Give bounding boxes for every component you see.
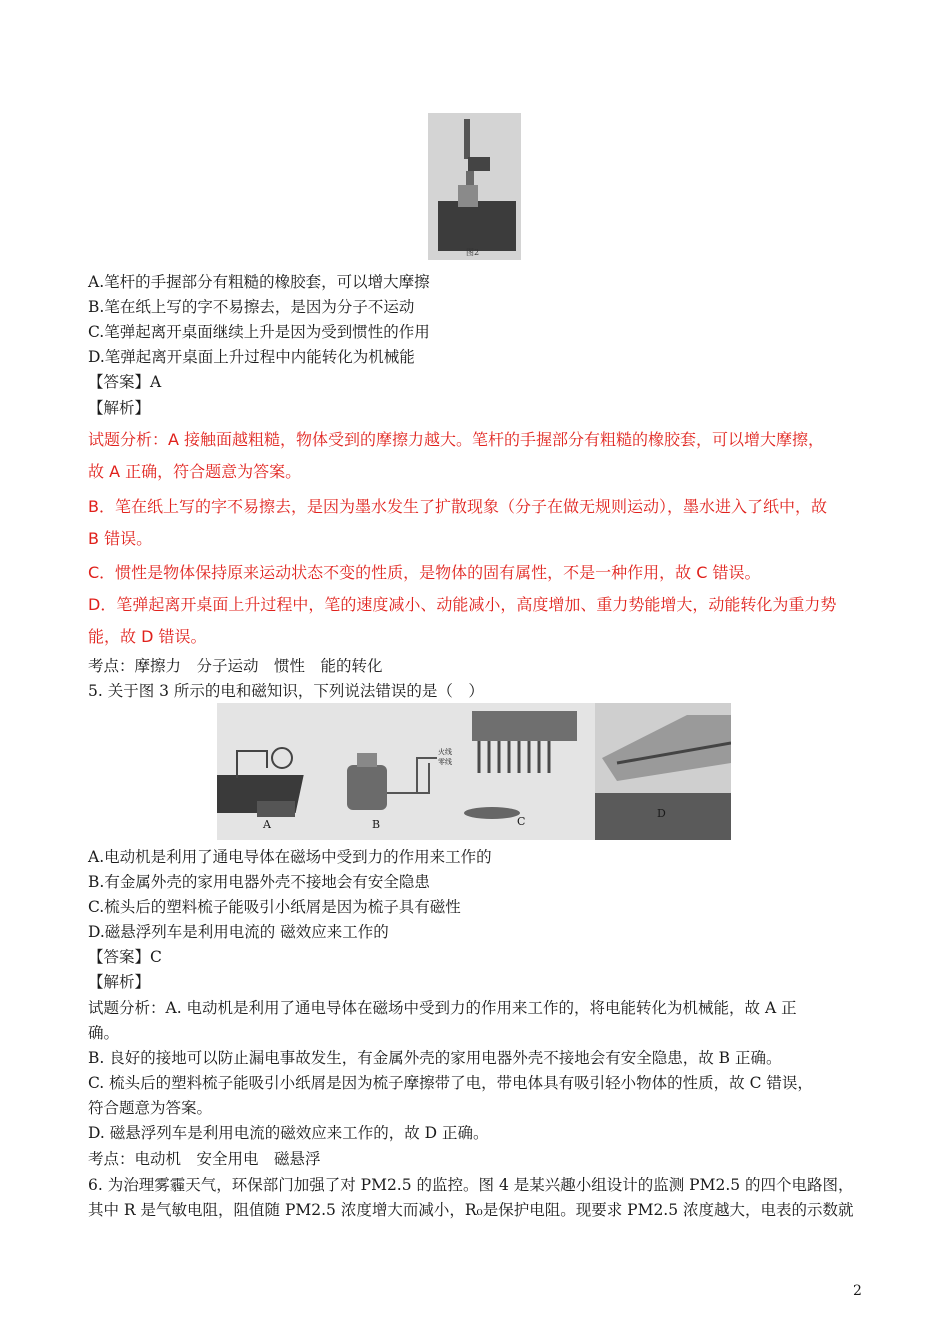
- pen-photo-image: [428, 113, 521, 260]
- figure-2-caption: 图2: [466, 248, 480, 257]
- page-number: 2: [853, 1283, 862, 1299]
- q6-line: 6. 为治理雾霾天气，环保部门加强了对 PM2.5 的监控。图 4 是某兴趣小组设计的监测 PM2.5 的四个电路图，: [88, 1176, 854, 1194]
- figure-3-photo: [217, 703, 731, 840]
- q5-analysis-line: 确。: [88, 1024, 120, 1042]
- q4-option-c: C.笔弹起离开桌面继续上升是因为受到惯性的作用: [88, 323, 430, 341]
- q5-option-c: C.梳头后的塑料梳子能吸引小纸屑是因为梳子具有磁性: [88, 898, 461, 916]
- q4-analysis-line: B 错误。: [88, 529, 153, 548]
- q4-option-b: B.笔在纸上写的字不易擦去，是因为分子不运动: [88, 298, 415, 316]
- figure-3-label-b: B: [372, 818, 381, 831]
- q5-option-a: A.电动机是利用了通电导体在磁场中受到力的作用来工作的: [88, 848, 492, 866]
- q5-answer: 【答案】C: [88, 948, 162, 966]
- q5-stem: 5. 关于图 3 所示的电和磁知识，下列说法错误的是（ ）: [88, 682, 484, 700]
- figure-3-text-huoxian: 火线: [438, 748, 452, 756]
- q5-analysis-line: 试题分析：A. 电动机是利用了通电导体在磁场中受到力的作用来工作的，将电能转化为机械能，故 A 正: [88, 999, 797, 1017]
- q4-analysis-line: C．惯性是物体保持原来运动状态不变的性质，是物体的固有属性，不是一种作用，故 C 错误。: [88, 563, 761, 582]
- figure-3-text-lingxian: 零线: [438, 758, 452, 766]
- q5-analysis-line: D. 磁悬浮列车是利用电流的磁效应来工作的，故 D 正确。: [88, 1124, 489, 1142]
- q4-analysis-line: 能，故 D 错误。: [88, 627, 207, 646]
- q4-answer: 【答案】A: [88, 373, 162, 391]
- q5-analysis-line: B. 良好的接地可以防止漏电事故发生，有金属外壳的家用电器外壳不接地会有安全隐患，故 B 正确。: [88, 1049, 782, 1067]
- q5-option-d: D.磁悬浮列车是利用电流的 磁效应来工作的: [88, 923, 389, 941]
- q5-kaodian: 考点：电动机 安全用电 磁悬浮: [88, 1150, 321, 1168]
- q4-analysis-label: 【解析】: [88, 399, 151, 417]
- q4-kaodian: 考点：摩擦力 分子运动 惯性 能的转化: [88, 657, 383, 675]
- q5-option-b: B.有金属外壳的家用电器外壳不接地会有安全隐患: [88, 873, 430, 891]
- figure-3-label-d: D: [657, 807, 666, 820]
- q4-analysis-line: B．笔在纸上写的字不易擦去，是因为墨水发生了扩散现象（分子在做无规则运动），墨水进入了纸中，故: [88, 497, 827, 516]
- q5-analysis-line: 符合题意为答案。: [88, 1099, 213, 1117]
- q5-analysis-label: 【解析】: [88, 973, 151, 991]
- q4-analysis-line: D．笔弹起离开桌面上升过程中，笔的速度减小、动能减小，高度增加、重力势能增大，动能转化为重力势: [88, 595, 837, 614]
- q4-analysis-line: 试题分析：A 接触面越粗糙，物体受到的摩擦力越大。笔杆的手握部分有粗糙的橡胶套，可以增大摩擦，: [88, 430, 825, 449]
- q4-option-a: A.笔杆的手握部分有粗糙的橡胶套，可以增大摩擦: [88, 273, 430, 291]
- q5-analysis-line: C. 梳头后的塑料梳子能吸引小纸屑是因为梳子摩擦带了电，带电体具有吸引轻小物体的性质，故 C 错误，: [88, 1074, 813, 1092]
- figure-3-label-c: C: [517, 815, 526, 828]
- q4-analysis-line: 故 A 正确，符合题意为答案。: [88, 462, 302, 481]
- q4-option-d: D.笔弹起离开桌面上升过程中内能转化为机械能: [88, 348, 415, 366]
- figure-3-image: [217, 703, 731, 840]
- figure-2-pen-photo: [428, 113, 521, 260]
- q6-line: 其中 R 是气敏电阻，阻值随 PM2.5 浓度增大而减小，R₀是保护电阻。现要求 PM2.5 浓度越大，电表的示数就: [88, 1201, 854, 1219]
- figure-3-label-a: A: [263, 818, 271, 831]
